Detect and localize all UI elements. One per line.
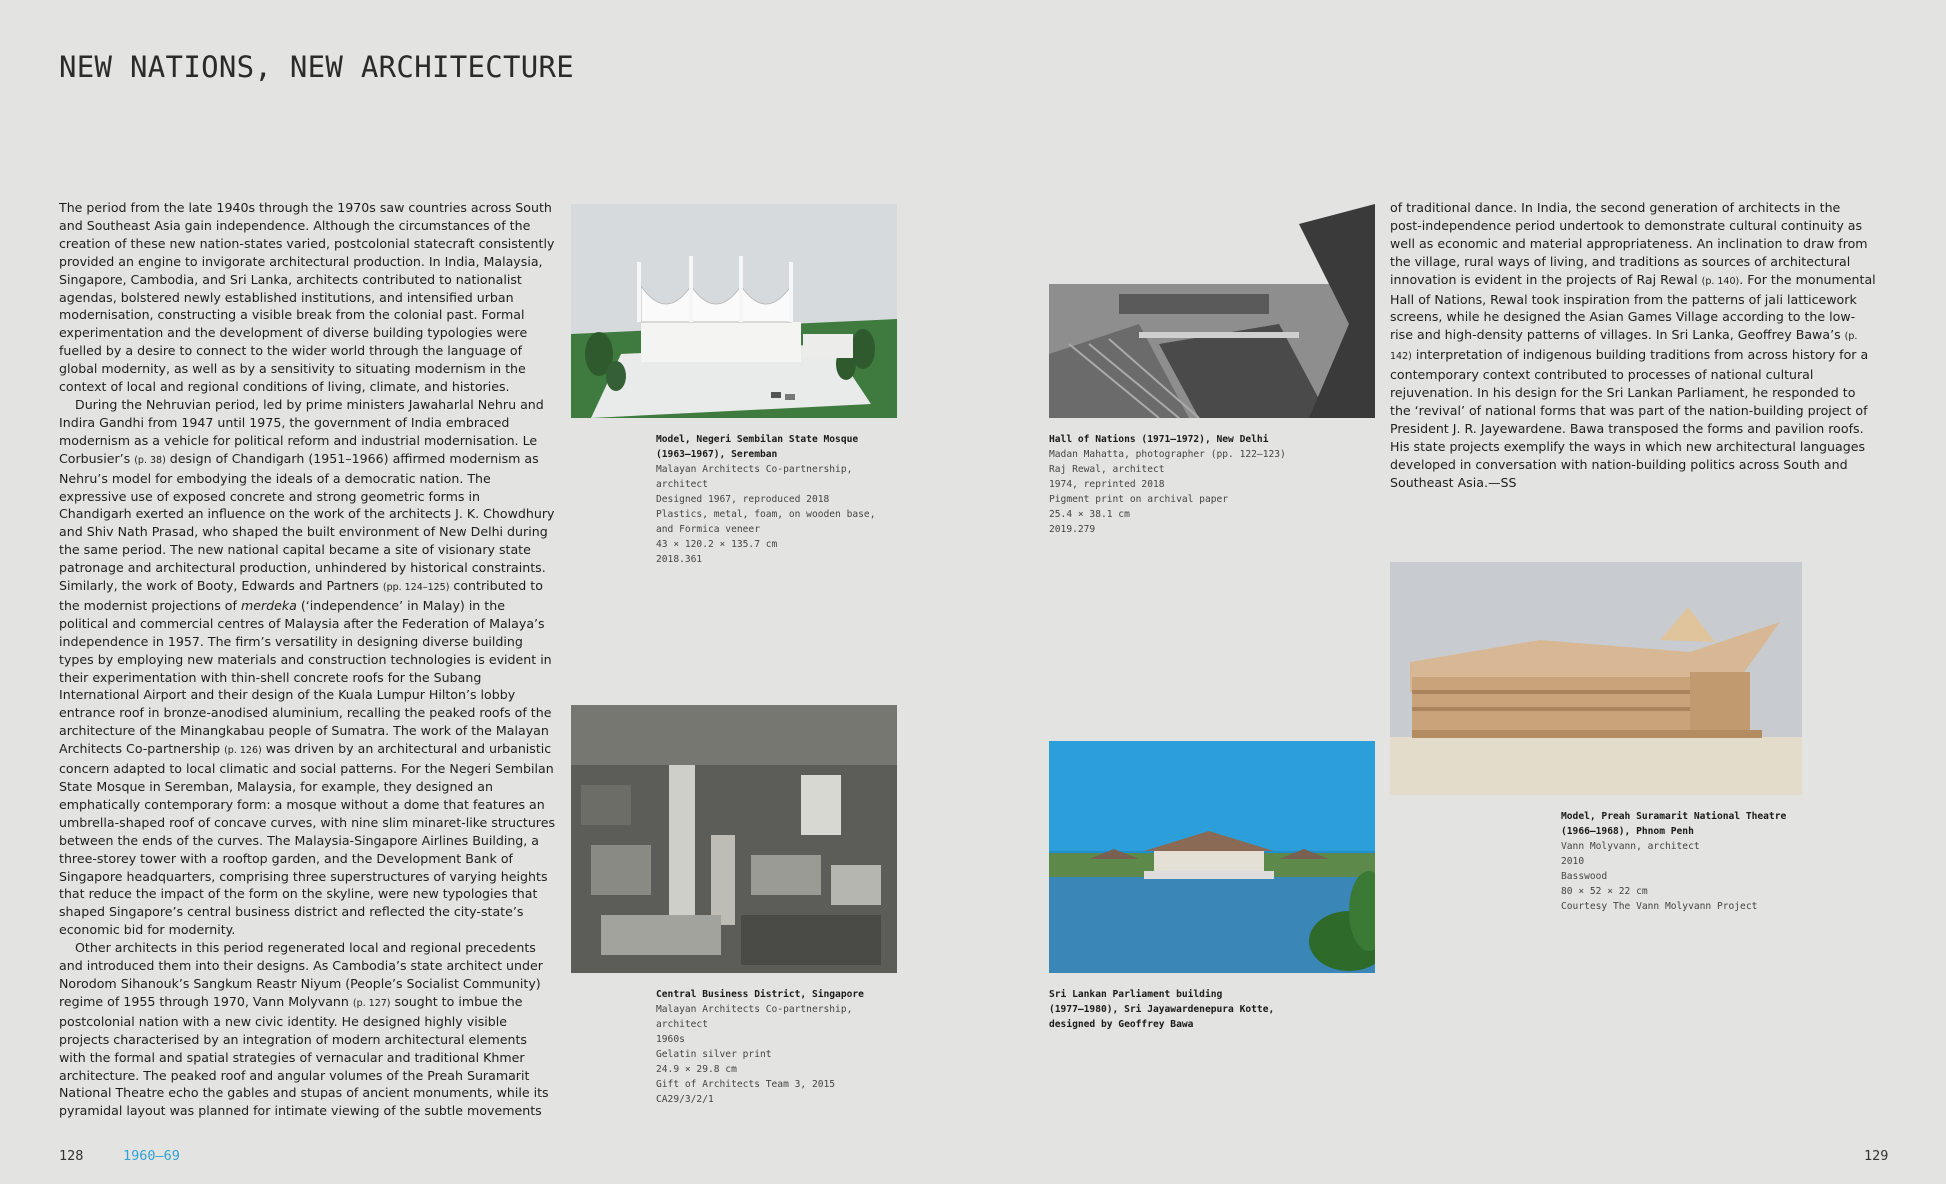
paragraph-2: During the Nehruvian period, led by prime ministers Jawaharlal Nehru and Indira Gandhi from 1947 until 1975, the government of India embraced modernism as a vehicle for political reform and industrial modernisation. Le Corbusier’s (p. 38) design of Chandigarh (1951–1966) affirmed modernism as Nehru’s model for embodying the ideals of a democratic nation. The expressive use of exposed concrete and strong geometric forms in Chandigarh exerted an influence on the work of the architects J. K. Chowdhury and Shiv Nath Prasad, who shaped the built environment of New Delhi during the same period. The new national capital became a site of visionary state patronage and architectural production, unhindered by historical constraints. Similarly, the work of Booty, Edwards and Partners (pp. 124–125) contributed to the modernist projections of merdeka (‘independence’ in Malay) in the political and commercial centres of Malaysia after the Federation of Malaya’s independence in 1957. The firm’s versatility in designing diverse building types by employing new materials and construction technologies is evident in their experimentation with thin-shell concrete roofs for the Subang International Airport and their design of the Kuala Lumpur Hilton’s lobby entrance roof in bronze-anodised aluminium, recalling the peaked roofs of the architecture of the Minangkabau people of Sumatra. The work of the Malayan Architects Co-partnership (p. 126) was driven by an architectural and urbanistic concern adapted to local climatic and social patterns. For the Negeri Sembilan State Mosque in Seremban, Malaysia, for example, they designed an emphatically contemporary form: a mosque without a dome that features an umbrella-shaped roof of concave curves, with nine slim minaret-like structures between the ends of the curves. The Malaysia-Singapore Airlines Building, a three-storey tower with a rooftop garden, and the Development Bank of Singapore headquarters, comprising three superstructures of varying heights that reduce the impact of the form on the skyline, were new typologies that shaped Singapore’s central business district and reflected the city-state’s economic bid for modernity. [59,396,556,938]
page-reference[interactable]: (p. 127) [352,997,391,1009]
paragraph-1: The period from the late 1940s through the 1970s saw countries across South and Southeast Asia gain independence. Although the circumstances of the creation of these new nation-states varied, postcolonial statecraft consistently provided an engine to invigorate architectural production. In India, Malaysia, Singapore, Cambodia, and Sri Lanka, architects contributed to nationalist agendas, bolstered newly established institutions, and intensified urban modernisation, constructing a visible break from the colonial past. Formal experimentation and the development of diverse building typologies were fuelled by a desire to connect to the wider world through the language of global modernity, as well as by a sensitivity to situating modernism in the context of local and regional conditions of living, climate, and histories. [59,200,555,395]
section-label: 1960–69 [123,1148,180,1164]
page-reference[interactable]: (p. 126) [224,745,262,757]
left-text-column [59,199,556,1120]
parliament-caption: Sri Lankan Parliament building (1977–1980), Sri Jayawardenepura Kotte, designed by Geoffrey Bawa [1049,989,1275,1030]
cbd-caption: Central Business District, Singapore Malayan Architects Co-partnership, architect 1960s Gelatin silver print 24.9 × 29.8 cm Gift of Architects Team 3, 2015 CA29/3/2/1 [656,989,864,1105]
page-reference[interactable]: (p. 38) [134,454,166,466]
sri-lankan-parliament-photo [1049,741,1375,973]
page-title: NEW NATIONS, NEW ARCHITECTURE [59,50,575,84]
left-page-number: 128 [59,1148,84,1164]
mosque-caption: Model, Negeri Sembilan State Mosque (1963–1967), Seremban Malayan Architects Co-partnership, architect Designed 1967, reproduced 2018 Plastics, metal, foam, on wooden base, and Formica veneer 43 × 120.2 × 135.7 cm 2018.361 [656,434,876,565]
hall-of-nations-photo [1049,204,1375,418]
paragraph-continued: of traditional dance. In India, the second generation of architects in the post-independence period undertook to demonstrate cultural continuity as well as economic and material appropriateness. An inclination to draw from the village, rural ways of living, and traditions as sources of architectural innovation is evident in the projects of Raj Rewal (p. 140). For the monumental Hall of Nations, Rewal took inspiration from the patterns of jali latticework screens, while he designed the Asian Games Village according to the low-rise and high-density patterns of villages. In Sri Lanka, Geoffrey Bawa’s (p. 142) interpretation of indigenous building traditions from across history for a contemporary context contributed to processes of national cultural rejuvenation. In his design for the Sri Lankan Parliament, he responded to the ‘revival’ of national forms that was part of the nation-building project of President J. R. Jayewardene. Bawa transposed the forms and pavilion roofs. His state projects exemplify the ways in which new architectural languages developed in conversation with nation-building politics across South and Southeast Asia.—SS [1390,200,1876,490]
page-reference[interactable]: (pp. 124–125) [382,582,450,594]
national-theatre-model-photo [1390,562,1802,795]
page-reference[interactable]: (p. 140) [1701,275,1740,287]
page-reference[interactable]: (p. 142) [1390,331,1858,363]
cbd-singapore-photo [571,705,897,973]
mosque-model-photo [571,204,897,418]
paragraph-3: Other architects in this period regenerated local and regional precedents and introduced them into their designs. As Cambodia’s state architect under Norodom Sihanouk’s Sangkum Reastr Niyum (People’s Socialist Community) regime of 1955 through 1970, Vann Molyvann (p. 127) sought to imbue the postcolonial nation with a new civic identity. He designed highly visible projects characterised by an integration of modern architectural elements with the formal and spatial strategies of vernacular and traditional Khmer architecture. The peaked roof and angular volumes of the Preah Suramarit National Theatre echo the gables and stupas of ancient monuments, while its pyramidal layout was planned for intimate viewing of the subtle movements [59,940,549,1119]
hall-of-nations-caption: Hall of Nations (1971–1972), New Delhi Madan Mahatta, photographer (pp. 122–123) Raj Rewal, architect 1974, reprinted 2018 Pigment print on archival paper 25.4 × 38.1 cm 2019.279 [1049,434,1286,535]
theatre-caption: Model, Preah Suramarit National Theatre (1966–1968), Phnom Penh Vann Molyvann, architect 2010 Basswood 80 × 52 × 22 cm Courtesy The Vann Molyvann Project [1561,811,1787,912]
right-page-number: 129 [1864,1148,1889,1164]
right-text-column [1390,199,1876,492]
